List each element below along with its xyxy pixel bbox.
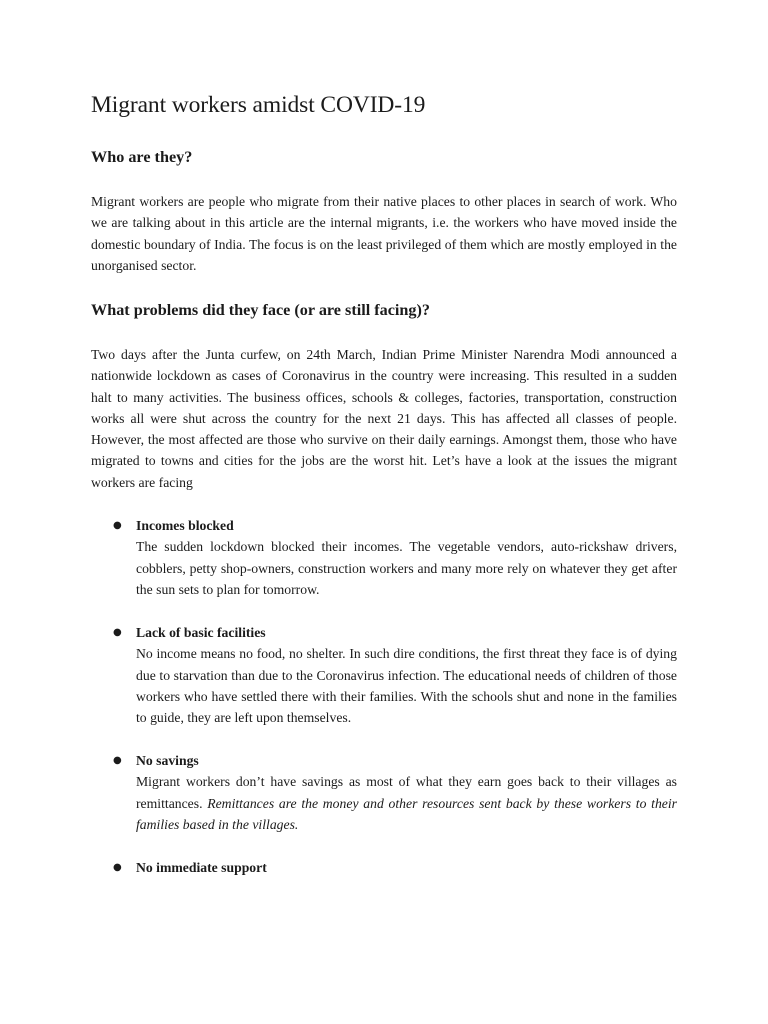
- list-item-text: [136, 771, 677, 835]
- section-heading-who: Who are they?: [91, 148, 193, 166]
- list-item-text-plain: Migrant workers don’t have savings as most of what they earn goes back to their villages as remittances.: [136, 774, 677, 811]
- list-item-title: Lack of basic facilities: [136, 625, 266, 640]
- list-item-text: No income means no food, no shelter. In such dire conditions, the first threat they face is of dying due to starvation than due to the Coronavirus infection. The educational needs of children of those workers who have settled there with their families. With the schools shut and none in the families to guide, they are left upon themselves.: [136, 646, 677, 726]
- list-item-title: No savings: [136, 753, 199, 768]
- section-paragraph-problems: Two days after the Junta curfew, on 24th March, Indian Prime Minister Narendra Modi announced a nationwide lockdown as cases of Coronavirus in the country were increasing. This resulted in a sudden halt to many activities. The business offices, schools & colleges, factories, transportation, construction works all were shut across the country for the next 21 days. This has affected all classes of people. However, the most affected are those who survive on their daily earnings. Amongst them, those who have migrated to towns and cities for the jobs are the worst hit. Let’s have a look at the issues the migrant workers are facing: [91, 347, 677, 490]
- bullet-icon: ●: [113, 755, 122, 766]
- bullet-icon: ●: [113, 520, 122, 531]
- document-title: Migrant workers amidst COVID-19: [91, 92, 426, 118]
- section-heading-problems: What problems did they face (or are still facing)?: [91, 301, 431, 319]
- list-item-title: Incomes blocked: [136, 518, 234, 533]
- remittances-definition: Remittances are the money and other resources sent back by these workers to their families based in the villages.: [136, 795, 677, 832]
- list-item-text: The sudden lockdown blocked their incomes. The vegetable vendors, auto-rickshaw drivers, cobblers, petty shop-owners, construction workers and many more rely on whatever they get after the sun sets to plan for tomorrow.: [136, 539, 677, 597]
- bullet-icon: ●: [113, 862, 122, 873]
- bullet-icon: ●: [113, 627, 122, 638]
- list-item-title: No immediate support: [136, 860, 267, 875]
- section-paragraph-who: Migrant workers are people who migrate from their native places to other places in search of work. Who we are talking about in this article are the internal migrants, i.e. the workers who have moved inside the domestic boundary of India. The focus is on the least privileged of them which are mostly employed in the unorganised sector.: [91, 194, 677, 273]
